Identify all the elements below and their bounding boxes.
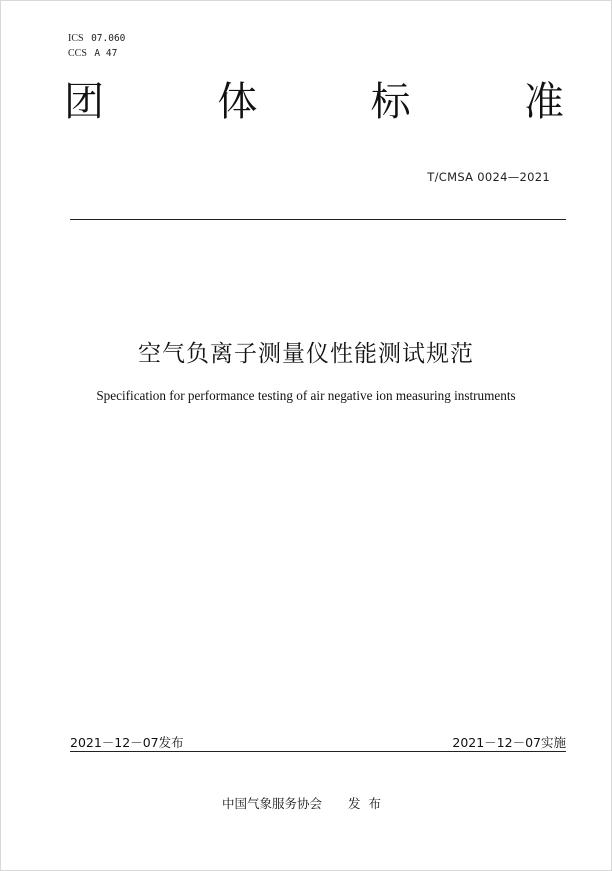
release-date: 2021－12－07发布 — [70, 735, 184, 750]
standard-type-char: 准 — [523, 79, 564, 125]
bottom-divider — [70, 751, 566, 752]
classification-codes — [68, 31, 125, 61]
top-divider — [70, 219, 566, 220]
document-title-chinese: 空气负离子测量仪性能测试规范 — [138, 341, 474, 367]
standard-type-heading — [64, 78, 564, 126]
implementation-date: 2021－12－07实施 — [452, 735, 566, 750]
document-title-english: Specification for performance testing of air negative ion measuring instruments — [96, 388, 516, 403]
standard-number: T/CMSA 0024—2021 — [427, 170, 550, 184]
ics-label: ICS — [68, 33, 84, 44]
standard-type-char: 团 — [64, 79, 104, 125]
ccs-label: CCS — [68, 48, 87, 59]
ics-line — [68, 31, 125, 46]
ccs-code: A 47 — [94, 48, 118, 59]
ics-code: 07.060 — [91, 33, 126, 44]
standard-type-char: 标 — [370, 79, 411, 125]
ccs-line — [68, 46, 125, 61]
publisher-name: 中国气象服务协会 — [222, 796, 323, 811]
publish-verb: 发布 — [348, 796, 390, 811]
publisher-line — [222, 794, 389, 812]
standard-type-char: 体 — [217, 79, 258, 125]
